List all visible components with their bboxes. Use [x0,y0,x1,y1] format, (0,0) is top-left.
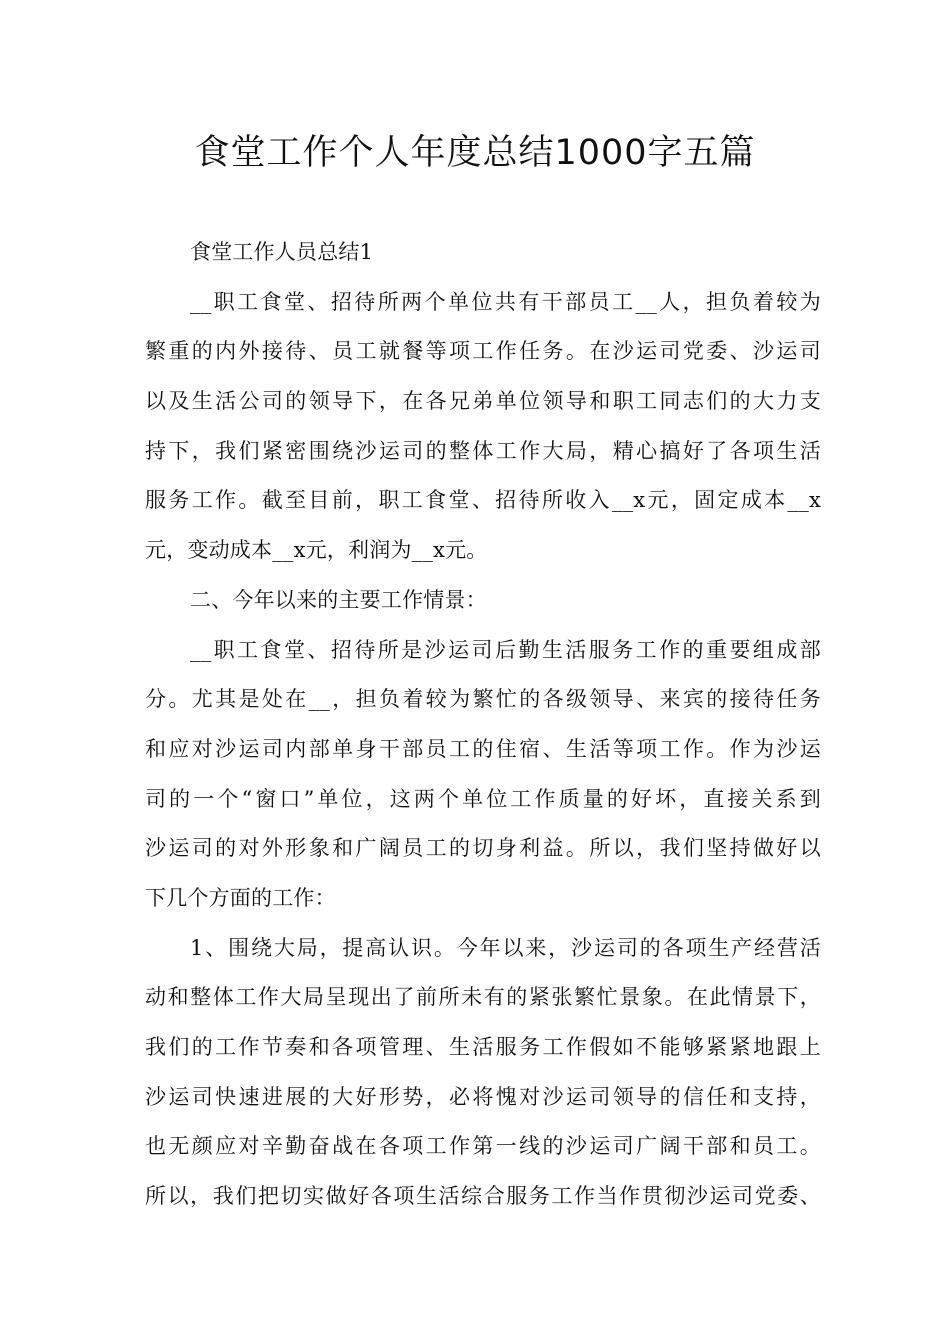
text-line: 所以，我们把切实做好各项生活综合服务工作当作贯彻沙运司党委、 [145,1184,821,1209]
text-line: 下几个方面的工作： [145,885,336,910]
text-line: 服务工作。截至目前，职工食堂、招待所收入__x元，固定成本__x [145,488,821,513]
text-line: 沙运司快速进展的大好形势，必将愧对沙运司领导的信任和支持， [145,1084,821,1109]
text-line: __职工食堂、招待所是沙运司后勤生活服务工作的重要组成部 [190,637,821,662]
text-line: 动和整体工作大局呈现出了前所未有的紧张繁忙景象。在此情景下， [145,985,821,1010]
text-line: 我们的工作节奏和各项管理、生活服务工作假如不能够紧紧地跟上 [145,1035,821,1059]
text-line: 持下，我们紧密围绕沙运司的整体工作大局，精心搞好了各项生活 [145,438,821,463]
text-line: 二、今年以来的主要工作情景： [190,587,487,612]
document-body [145,228,821,1222]
text-line: __职工食堂、招待所两个单位共有干部员工__人，担负着较为 [190,289,821,314]
text-line: 食堂工作人员总结1 [190,240,374,264]
document-title: 食堂工作个人年度总结1000字五篇 [194,133,756,173]
text-line: 繁重的内外接待、员工就餐等项工作任务。在沙运司党委、沙运司 [145,339,821,364]
text-line: 司的一个“窗口”单位，这两个单位工作质量的好坏，直接关系到 [145,786,821,811]
text-line: 元，变动成本__x元，利润为__x元。 [145,538,488,563]
text-line: 以及生活公司的领导下，在各兄弟单位领导和职工同志们的大力支 [145,389,821,414]
text-line: 1、围绕大局，提高认识。今年以来，沙运司的各项生产经营活 [190,935,821,960]
text-line: 和应对沙运司内部单身干部员工的住宿、生活等项工作。作为沙运 [145,736,821,761]
text-line: 分。尤其是处在__，担负着较为繁忙的各级领导、来宾的接待任务 [145,687,821,712]
text-line: 沙运司的对外形象和广阔员工的切身利益。所以，我们坚持做好以 [145,836,821,861]
text-line: 也无颜应对辛勤奋战在各项工作第一线的沙运司广阔干部和员工。 [145,1134,821,1159]
